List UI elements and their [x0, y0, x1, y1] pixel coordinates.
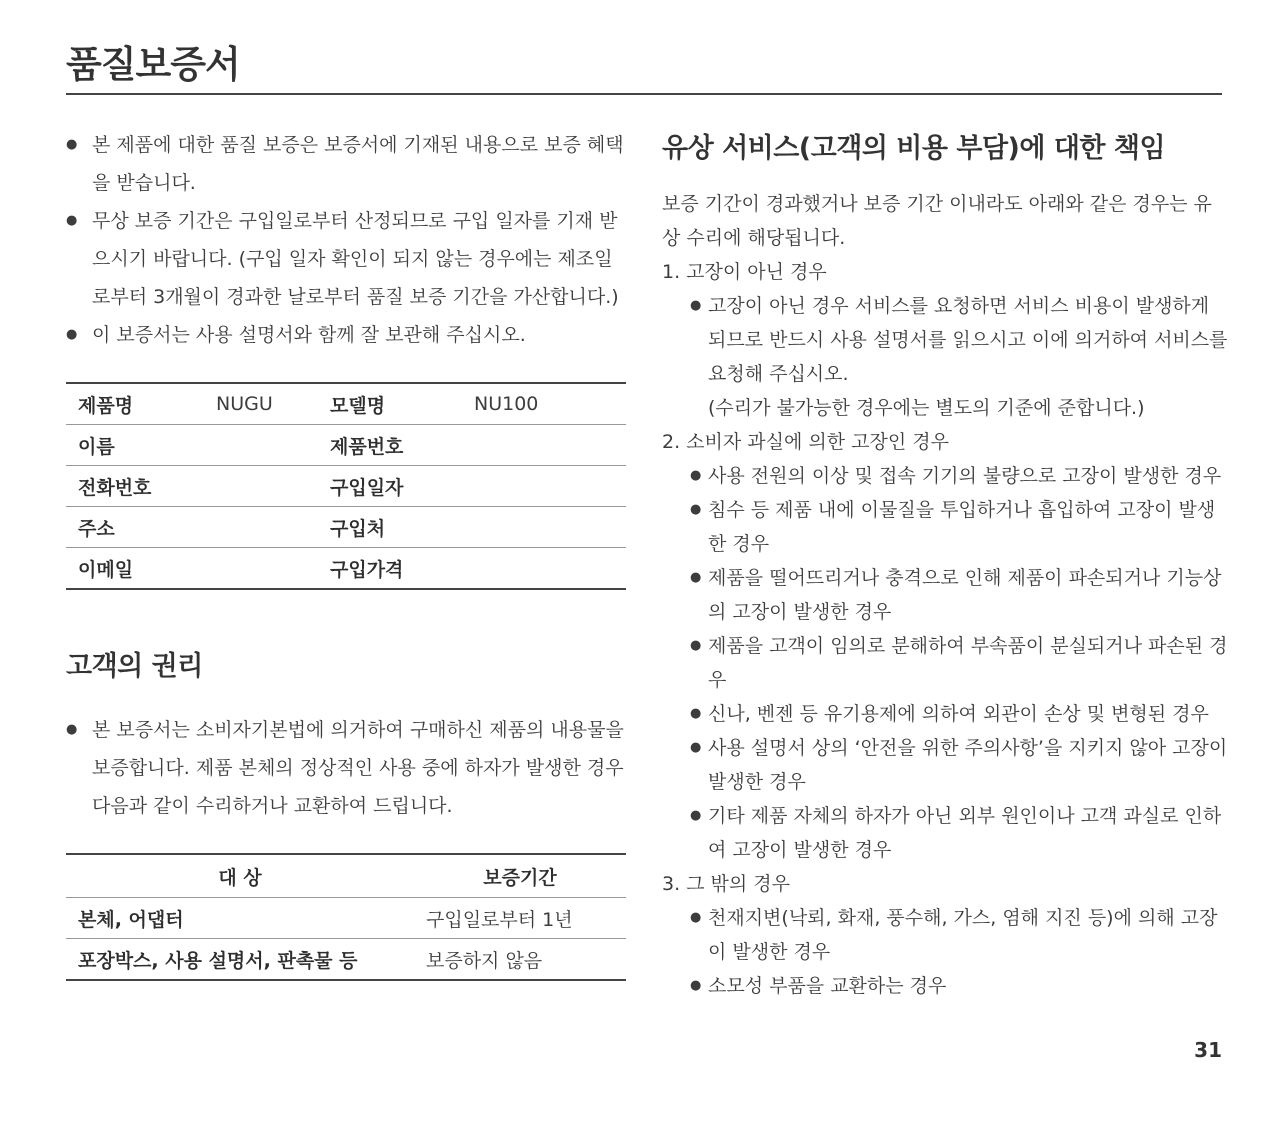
- list-item: ● 제품을 고객이 임의로 분해하여 부속품이 분실되거나 파손된 경우: [662, 629, 1228, 697]
- bullet-icon: ●: [66, 722, 78, 737]
- field-value: [204, 466, 318, 507]
- list-item: ● 소모성 부품을 교환하는 경우: [662, 969, 1228, 1003]
- column-header-target: 대 상: [66, 854, 414, 898]
- list-item: ● 사용 설명서 상의 ‘안전을 위한 주의사항’을 지키지 않아 고장이 발생한 경우: [662, 731, 1228, 799]
- left-column: [66, 126, 628, 981]
- list-item: ● 제품을 떨어뜨리거나 충격으로 인해 제품이 파손되거나 기능상의 고장이 발생한 경우: [662, 561, 1228, 629]
- table-row: [66, 548, 626, 590]
- warranty-target: 포장박스, 사용 설명서, 판촉물 등: [78, 949, 358, 972]
- section-title: 2. 소비자 과실에 의한 고장인 경우: [662, 431, 949, 453]
- field-label: 구입일자: [318, 466, 462, 507]
- field-label: 제품번호: [318, 425, 462, 466]
- bullet-icon: ●: [690, 808, 702, 823]
- section-title: 3. 그 밖의 경우: [662, 873, 791, 895]
- field-value: [462, 425, 626, 466]
- table-row: [66, 898, 626, 939]
- bullet-icon: ●: [690, 706, 702, 721]
- product-info-table: [66, 382, 626, 590]
- list-item: ● 침수 등 제품 내에 이물질을 투입하거나 흡입하여 고장이 발생한 경우: [662, 493, 1228, 561]
- page-number: 31: [1194, 1038, 1222, 1062]
- page-title: 품질보증서: [66, 43, 240, 86]
- field-value: [462, 507, 626, 548]
- field-value: NUGU: [204, 383, 318, 425]
- title-divider: [66, 93, 1222, 95]
- section-note: (수리가 불가능한 경우에는 별도의 기준에 준합니다.): [708, 397, 1145, 419]
- list-item: ● 신나, 벤젠 등 유기용제에 의하여 외관이 손상 및 변형된 경우: [662, 697, 1228, 731]
- field-label: 구입처: [318, 507, 462, 548]
- column-header-period: 보증기간: [414, 854, 626, 898]
- field-label: 제품명: [66, 383, 204, 425]
- bullet-icon: ●: [690, 570, 702, 585]
- field-label: 이메일: [78, 558, 134, 581]
- field-value: NU100: [462, 383, 626, 425]
- notice-item: ● 이 보증서는 사용 설명서와 함께 잘 보관해 주십시오.: [66, 316, 628, 354]
- list-item: ● 기타 제품 자체의 하자가 아닌 외부 원인이나 고객 과실로 인하여 고장이 발생한 경우: [662, 799, 1228, 867]
- bullet-icon: ●: [690, 910, 702, 925]
- warranty-period: 보증하지 않음: [426, 949, 543, 972]
- bullet-icon: ●: [690, 298, 702, 313]
- warranty-period: 구입일로부터 1년: [414, 898, 626, 939]
- field-value: [462, 548, 626, 590]
- bullet-icon: ●: [66, 137, 78, 152]
- bullet-icon: ●: [66, 213, 78, 228]
- field-value: [462, 466, 626, 507]
- warranty-table: [66, 853, 626, 981]
- right-column: [662, 126, 1228, 1003]
- table-row: [66, 507, 626, 548]
- table-row: [66, 383, 626, 425]
- bullet-icon: ●: [690, 638, 702, 653]
- paid-service-intro: 보증 기간이 경과했거나 보증 기간 이내라도 아래와 같은 경우는 유상 수리에 해당됩니다.: [662, 193, 1212, 249]
- field-label: 이름: [66, 425, 204, 466]
- notice-list: [66, 126, 628, 354]
- table-row: [66, 466, 626, 507]
- bullet-icon: ●: [690, 468, 702, 483]
- bullet-icon: ●: [66, 327, 78, 342]
- table-header-row: [66, 854, 626, 898]
- field-label: 전화번호: [66, 466, 204, 507]
- notice-item: ● 본 제품에 대한 품질 보증은 보증서에 기재된 내용으로 보증 혜택을 받습니다.: [66, 126, 628, 202]
- bullet-icon: ●: [690, 978, 702, 993]
- list-item: ● 사용 전원의 이상 및 접속 기기의 불량으로 고장이 발생한 경우: [662, 459, 1228, 493]
- field-label: 구입가격: [330, 558, 404, 581]
- field-label: 주소: [66, 507, 204, 548]
- rights-text: ● 본 보증서는 소비자기본법에 의거하여 구매하신 제품의 내용물을 보증합니다. 제품 본체의 정상적인 사용 중에 하자가 발생한 경우 다음과 같이 수리하거나 교환하여 드립니다.: [66, 711, 628, 825]
- list-item: ● 천재지변(낙뢰, 화재, 풍수해, 가스, 염해 지진 등)에 의해 고장이 발생한 경우: [662, 901, 1228, 969]
- field-value: [204, 507, 318, 548]
- list-item: ● 고장이 아닌 경우 서비스를 요청하면 서비스 비용이 발생하게 되므로 반드시 사용 설명서를 읽으시고 이에 의거하여 서비스를 요청해 주십시오.: [662, 289, 1228, 391]
- bullet-icon: ●: [690, 740, 702, 755]
- paid-service-heading: 유상 서비스(고객의 비용 부담)에 대한 책임: [662, 133, 1166, 164]
- section-title: 1. 고장이 아닌 경우: [662, 261, 827, 283]
- warranty-target: 본체, 어댑터: [66, 898, 414, 939]
- field-label: 모델명: [318, 383, 462, 425]
- field-value: [204, 425, 318, 466]
- bullet-icon: ●: [690, 502, 702, 517]
- table-row: [66, 939, 626, 981]
- notice-item: ● 무상 보증 기간은 구입일로부터 산정되므로 구입 일자를 기재 받으시기 바랍니다. (구입 일자 확인이 되지 않는 경우에는 제조일로부터 3개월이 경과한 날로부터 품질 보증 기간을 가산합니다.): [66, 202, 628, 316]
- table-row: [66, 425, 626, 466]
- rights-heading: 고객의 권리: [66, 651, 203, 682]
- field-value: [204, 548, 318, 590]
